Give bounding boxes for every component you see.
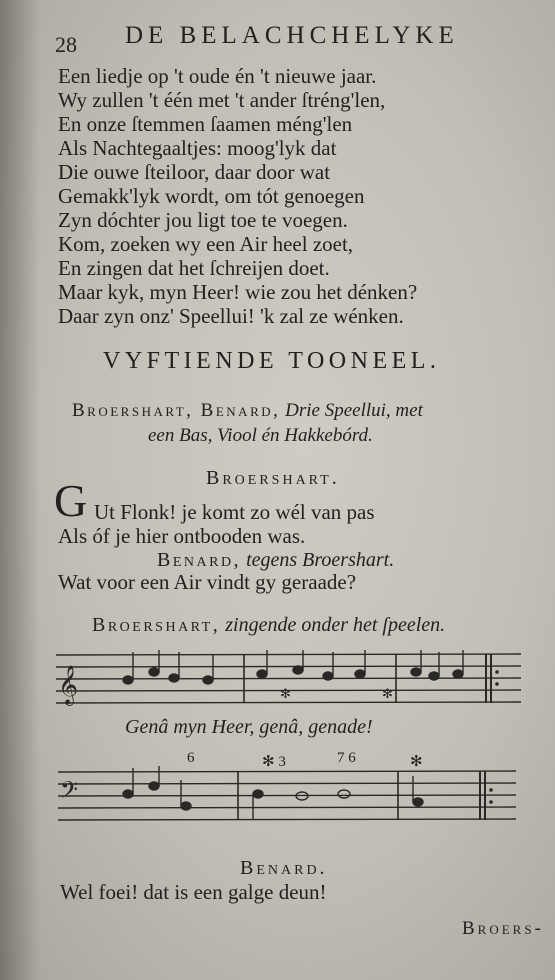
- verse-line: Die ouwe ſteiloor, daar door wat: [58, 160, 331, 184]
- speaker-heading: Broershart.: [206, 467, 340, 489]
- verse-line: Kom, zoeken wy een Air heel zoet,: [58, 232, 354, 256]
- catchword: Broers-: [462, 918, 544, 939]
- cast-names: Broershart, Benard,: [72, 400, 281, 421]
- cast-line-2: een Bas, Viool én Hakkebórd.: [148, 425, 373, 446]
- bass-figure: ✻: [410, 754, 423, 770]
- verse-line: Daar zyn onz' Speellui! 'k zal ze wénken.: [58, 304, 404, 328]
- treble-staff: [56, 650, 521, 710]
- drop-cap: G: [54, 475, 88, 526]
- clef-symbol: 𝄞: [58, 665, 79, 705]
- verse-line: Als Nachtegaaltjes: moog'lyk dat: [58, 136, 337, 160]
- dialogue-line: Ut Flonk! je komt zo wél van pas: [94, 500, 375, 524]
- cast-line-1: [72, 400, 423, 422]
- song-lyric: Genâ myn Heer, genâ, genade!: [125, 716, 373, 738]
- svg-text:✻: ✻: [280, 686, 291, 701]
- direction-text: zingende onder het ſpeelen.: [225, 614, 446, 636]
- svg-text:✻: ✻: [382, 686, 393, 701]
- dialogue-line: Als óf je hier ontbooden was.: [58, 524, 306, 548]
- stage-direction: [157, 549, 394, 572]
- page-gutter-shadow: [0, 0, 40, 980]
- scene-title: VYFTIENDE TOONEEL.: [103, 348, 441, 374]
- speaker-heading: Benard.: [240, 857, 328, 879]
- verse-line: Zyn dóchter jou ligt toe te voegen.: [58, 208, 348, 232]
- page-number: 28: [55, 32, 77, 57]
- bass-figure: 7 6: [337, 750, 356, 766]
- bass-staff: [58, 766, 516, 826]
- verse-line: Wy zullen 't één met 't ander ſtréng'len,: [58, 88, 386, 112]
- dialogue-line: Wel foei! dat is een galge deun!: [60, 880, 327, 904]
- bass-figure: 6: [187, 750, 195, 766]
- dialogue-line: Wat voor een Air vindt gy geraade?: [58, 570, 357, 594]
- speaker-name: Broershart,: [92, 614, 221, 636]
- stage-direction: [92, 614, 445, 637]
- verse-line: En zingen dat het ſchreijen doet.: [58, 256, 330, 280]
- verse-line: En onze ſtemmen ſaamen méng'len: [58, 112, 353, 136]
- cast-musicians: Drie Speellui, met: [285, 400, 423, 421]
- clef-symbol: 𝄢: [60, 776, 79, 809]
- bass-figure: ✻ 3: [262, 754, 286, 770]
- verse-line: Gemakk'lyk wordt, om tót genoegen: [58, 184, 365, 208]
- verse-line: Maar kyk, myn Heer! wie zou het dénken?: [58, 280, 418, 304]
- speaker-name: Benard,: [157, 549, 242, 571]
- verse-line: Een liedje op 't oude én 't nieuwe jaar.: [58, 64, 377, 88]
- direction-text: tegens Broershart.: [246, 549, 395, 571]
- running-title: DE BELACHCHELYKE: [125, 22, 459, 49]
